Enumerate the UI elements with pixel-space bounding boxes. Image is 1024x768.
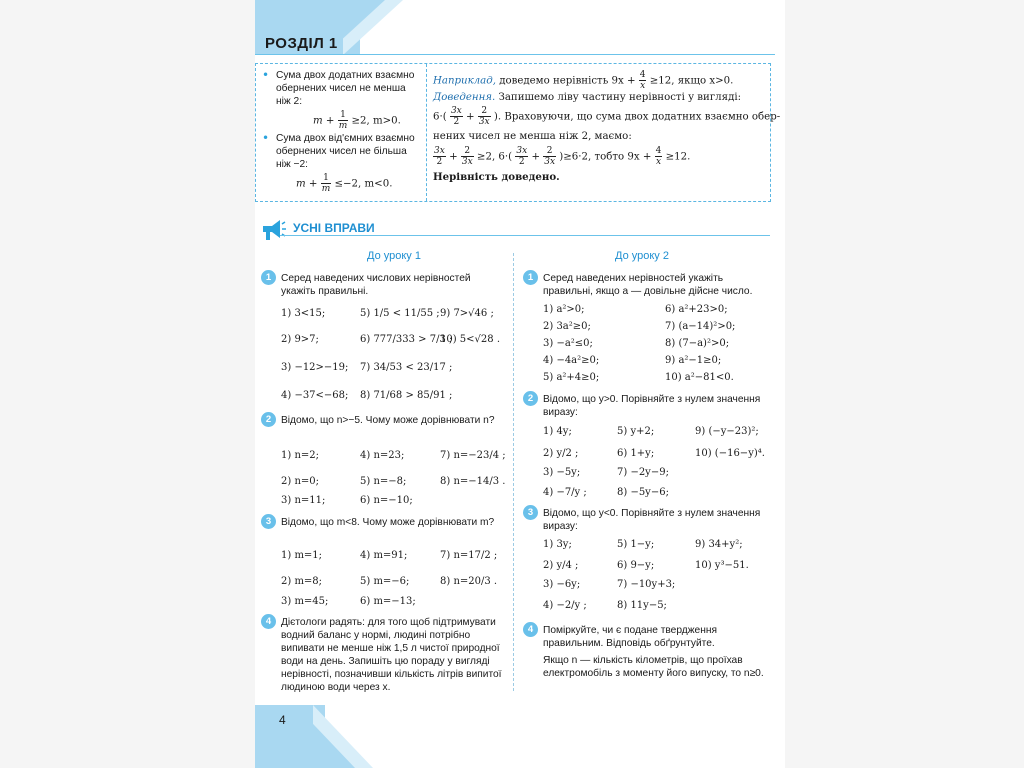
theory-proof-expr: 6·( $\frac{3x}{2}$ + $\frac{2}{3x}$ ). Враховуючи, що сума двох додатних взаємно обер- bbox=[433, 106, 781, 127]
answer-item: 4) −7/y ; bbox=[543, 487, 587, 498]
answer-item: 2) 9>7; bbox=[281, 334, 319, 345]
answer-item: 9) 7>√46 ; bbox=[440, 308, 494, 319]
textbook-page bbox=[255, 0, 785, 768]
exercise-text: Поміркуйте, чи є подане твердження правильним. Відповідь обґрунтуйте. bbox=[543, 625, 717, 649]
exercise-number: 1 bbox=[523, 270, 538, 285]
bullet-icon: • bbox=[262, 131, 270, 145]
answer-item: 3) n=11; bbox=[281, 495, 326, 506]
theory-bullet-1: Сума двох додатних взаємно обернених чисел не менша ніж 2: bbox=[276, 70, 415, 107]
exercise-number: 3 bbox=[523, 505, 538, 520]
exercise-number: 2 bbox=[261, 412, 276, 427]
answer-item: 8) 11y−5; bbox=[617, 600, 667, 611]
answer-item: 6) m=−13; bbox=[360, 596, 416, 607]
answer-item: 7) −2y−9; bbox=[617, 467, 669, 478]
answer-item: 5) 1−y; bbox=[617, 539, 655, 550]
answer-item: 6) n=−10; bbox=[360, 495, 413, 506]
answer-item: 7) n=17/2 ; bbox=[440, 550, 498, 561]
answer-item: 10) y³−51. bbox=[695, 560, 749, 571]
theory-formula-1: m + $\frac{1}{m}$ ≥2, m>0. bbox=[313, 110, 401, 131]
page-number: 4 bbox=[279, 713, 286, 727]
exercise-text: Серед наведених числових нерівностей укажіть правильні. bbox=[281, 273, 471, 297]
answer-item: 4) −4a²≥0; bbox=[543, 355, 600, 366]
answer-item: 3) m=45; bbox=[281, 596, 329, 607]
bullet-icon: • bbox=[262, 68, 270, 82]
answer-item: 8) 71/68 > 85/91 ; bbox=[360, 390, 453, 401]
answer-item: 4) m=91; bbox=[360, 550, 408, 561]
answer-item: 5) m=−6; bbox=[360, 576, 410, 587]
header-divider bbox=[255, 54, 775, 55]
answer-item: 10) 5<√28 . bbox=[440, 334, 500, 345]
answer-item: 8) n=20/3 . bbox=[440, 576, 498, 587]
answer-item: 1) 3y; bbox=[543, 539, 572, 550]
answer-item: 8) −5y−6; bbox=[617, 487, 669, 498]
answer-item: 7) −10y+3; bbox=[617, 579, 676, 590]
megaphone-icon bbox=[260, 216, 286, 244]
answer-item: 10) a²−81<0. bbox=[665, 372, 734, 383]
answer-item: 3) −5y; bbox=[543, 467, 581, 478]
theory-bullet-2: Сума двох від'ємних взаємно обернених чисел не більша ніж −2: bbox=[276, 133, 415, 170]
theory-conclusion: Нерівність доведено. bbox=[433, 171, 560, 183]
theory-formula-2: m + $\frac{1}{m}$ ≤−2, m<0. bbox=[296, 173, 393, 194]
answer-item: 6) 1+y; bbox=[617, 448, 655, 459]
answer-item: 4) −37<−68; bbox=[281, 390, 349, 401]
exercise-text: Відомо, що y<0. Порівняйте з нулем значення виразу: bbox=[543, 508, 761, 532]
answer-item: 9) a²−1≥0; bbox=[665, 355, 722, 366]
exercise-number: 3 bbox=[261, 514, 276, 529]
answer-item: 1) 4y; bbox=[543, 426, 572, 437]
answer-item: 6) 777/333 > 7/3 ; bbox=[360, 334, 453, 345]
exercise-text: Серед наведених нерівностей укажіть правильні, якщо a — довільне дійсне число. bbox=[543, 273, 753, 297]
column-divider bbox=[513, 253, 514, 691]
answer-item: 2) y/4 ; bbox=[543, 560, 579, 571]
answer-item: 5) a²+4≥0; bbox=[543, 372, 600, 383]
answer-item: 1) m=1; bbox=[281, 550, 323, 561]
answer-item: 7) (a−14)²>0; bbox=[665, 321, 736, 332]
answer-item: 5) 1/5 < 11/55 ; bbox=[360, 308, 440, 319]
answer-item: 2) y/2 ; bbox=[543, 448, 579, 459]
answer-item: 2) n=0; bbox=[281, 476, 319, 487]
theory-proof-result: $\frac{3x}{2}$ + $\frac{2}{3x}$ ≥2, 6·( $\frac{3x}{2}$ + $\frac{2}{3x}$ )≥6·2, тобто 9x + $\frac{4}{x}$ ≥12. bbox=[434, 146, 691, 167]
theory-box bbox=[255, 63, 781, 202]
answer-item: 5) y+2; bbox=[617, 426, 655, 437]
answer-item: 3) −a²≤0; bbox=[543, 338, 593, 349]
answer-item: 4) n=23; bbox=[360, 450, 405, 461]
answer-item: 2) 3a²≥0; bbox=[543, 321, 591, 332]
theory-proof-text: нених чисел не менша ніж 2, маємо: bbox=[433, 131, 632, 142]
answer-item: 9) 34+y²; bbox=[695, 539, 743, 550]
exercise-text: Дієтологи радять: для того щоб підтримувати водний баланс у нормі, людині потрібно випивати не менше ніж 1,5 л чистої природної води на день. Запишіть цю пораду у вигляді нерівності, позначивши кількість літрів випитої людиною води через x. bbox=[281, 617, 502, 693]
section-divider bbox=[280, 235, 770, 236]
left-column-title: До уроку 1 bbox=[367, 250, 421, 262]
exercise-number: 4 bbox=[523, 622, 538, 637]
theory-divider bbox=[426, 64, 427, 201]
exercise-text: Відомо, що y>0. Порівняйте з нулем значення виразу: bbox=[543, 394, 761, 418]
section-title: УСНІ ВПРАВИ bbox=[293, 221, 375, 235]
theory-example-line: Наприклад, доведемо нерівність 9x + $\frac{4}{x}$ ≥12, якщо x>0. bbox=[433, 70, 734, 91]
exercise-number: 2 bbox=[523, 391, 538, 406]
answer-item: 8) n=−14/3 . bbox=[440, 476, 506, 487]
answer-item: 3) −6y; bbox=[543, 579, 581, 590]
right-column-title: До уроку 2 bbox=[615, 250, 669, 262]
answer-item: 6) 9−y; bbox=[617, 560, 655, 571]
exercise-number: 4 bbox=[261, 614, 276, 629]
answer-item: 9) (−y−23)²; bbox=[695, 426, 759, 437]
answer-item: 2) m=8; bbox=[281, 576, 323, 587]
answer-item: 1) n=2; bbox=[281, 450, 319, 461]
theory-proof-line: Доведення. Запишемо ліву частину нерівності у вигляді: bbox=[433, 92, 742, 103]
exercise-text: Відомо, що n>−5. Чому може дорівнювати n? bbox=[281, 415, 495, 426]
exercise-text: Відомо, що m<8. Чому може дорівнювати m? bbox=[281, 517, 495, 528]
answer-item: 3) −12>−19; bbox=[281, 362, 349, 373]
answer-item: 4) −2/y ; bbox=[543, 600, 587, 611]
answer-item: 7) 34/53 < 23/17 ; bbox=[360, 362, 453, 373]
answer-item: 1) 3<15; bbox=[281, 308, 326, 319]
answer-item: 1) a²>0; bbox=[543, 304, 585, 315]
answer-item: 8) (7−a)²>0; bbox=[665, 338, 730, 349]
answer-item: 7) n=−23/4 ; bbox=[440, 450, 506, 461]
exercise-number: 1 bbox=[261, 270, 276, 285]
answer-item: 10) (−16−y)⁴. bbox=[695, 448, 765, 459]
answer-item: 5) n=−8; bbox=[360, 476, 407, 487]
exercise-text: Якщо n — кількість кілометрів, що проїхав електромобіль з моменту його випуску, то n≥0. bbox=[543, 655, 764, 679]
chapter-title: РОЗДІЛ 1 bbox=[265, 35, 338, 52]
answer-item: 6) a²+23>0; bbox=[665, 304, 728, 315]
footer-stripe bbox=[295, 705, 355, 768]
